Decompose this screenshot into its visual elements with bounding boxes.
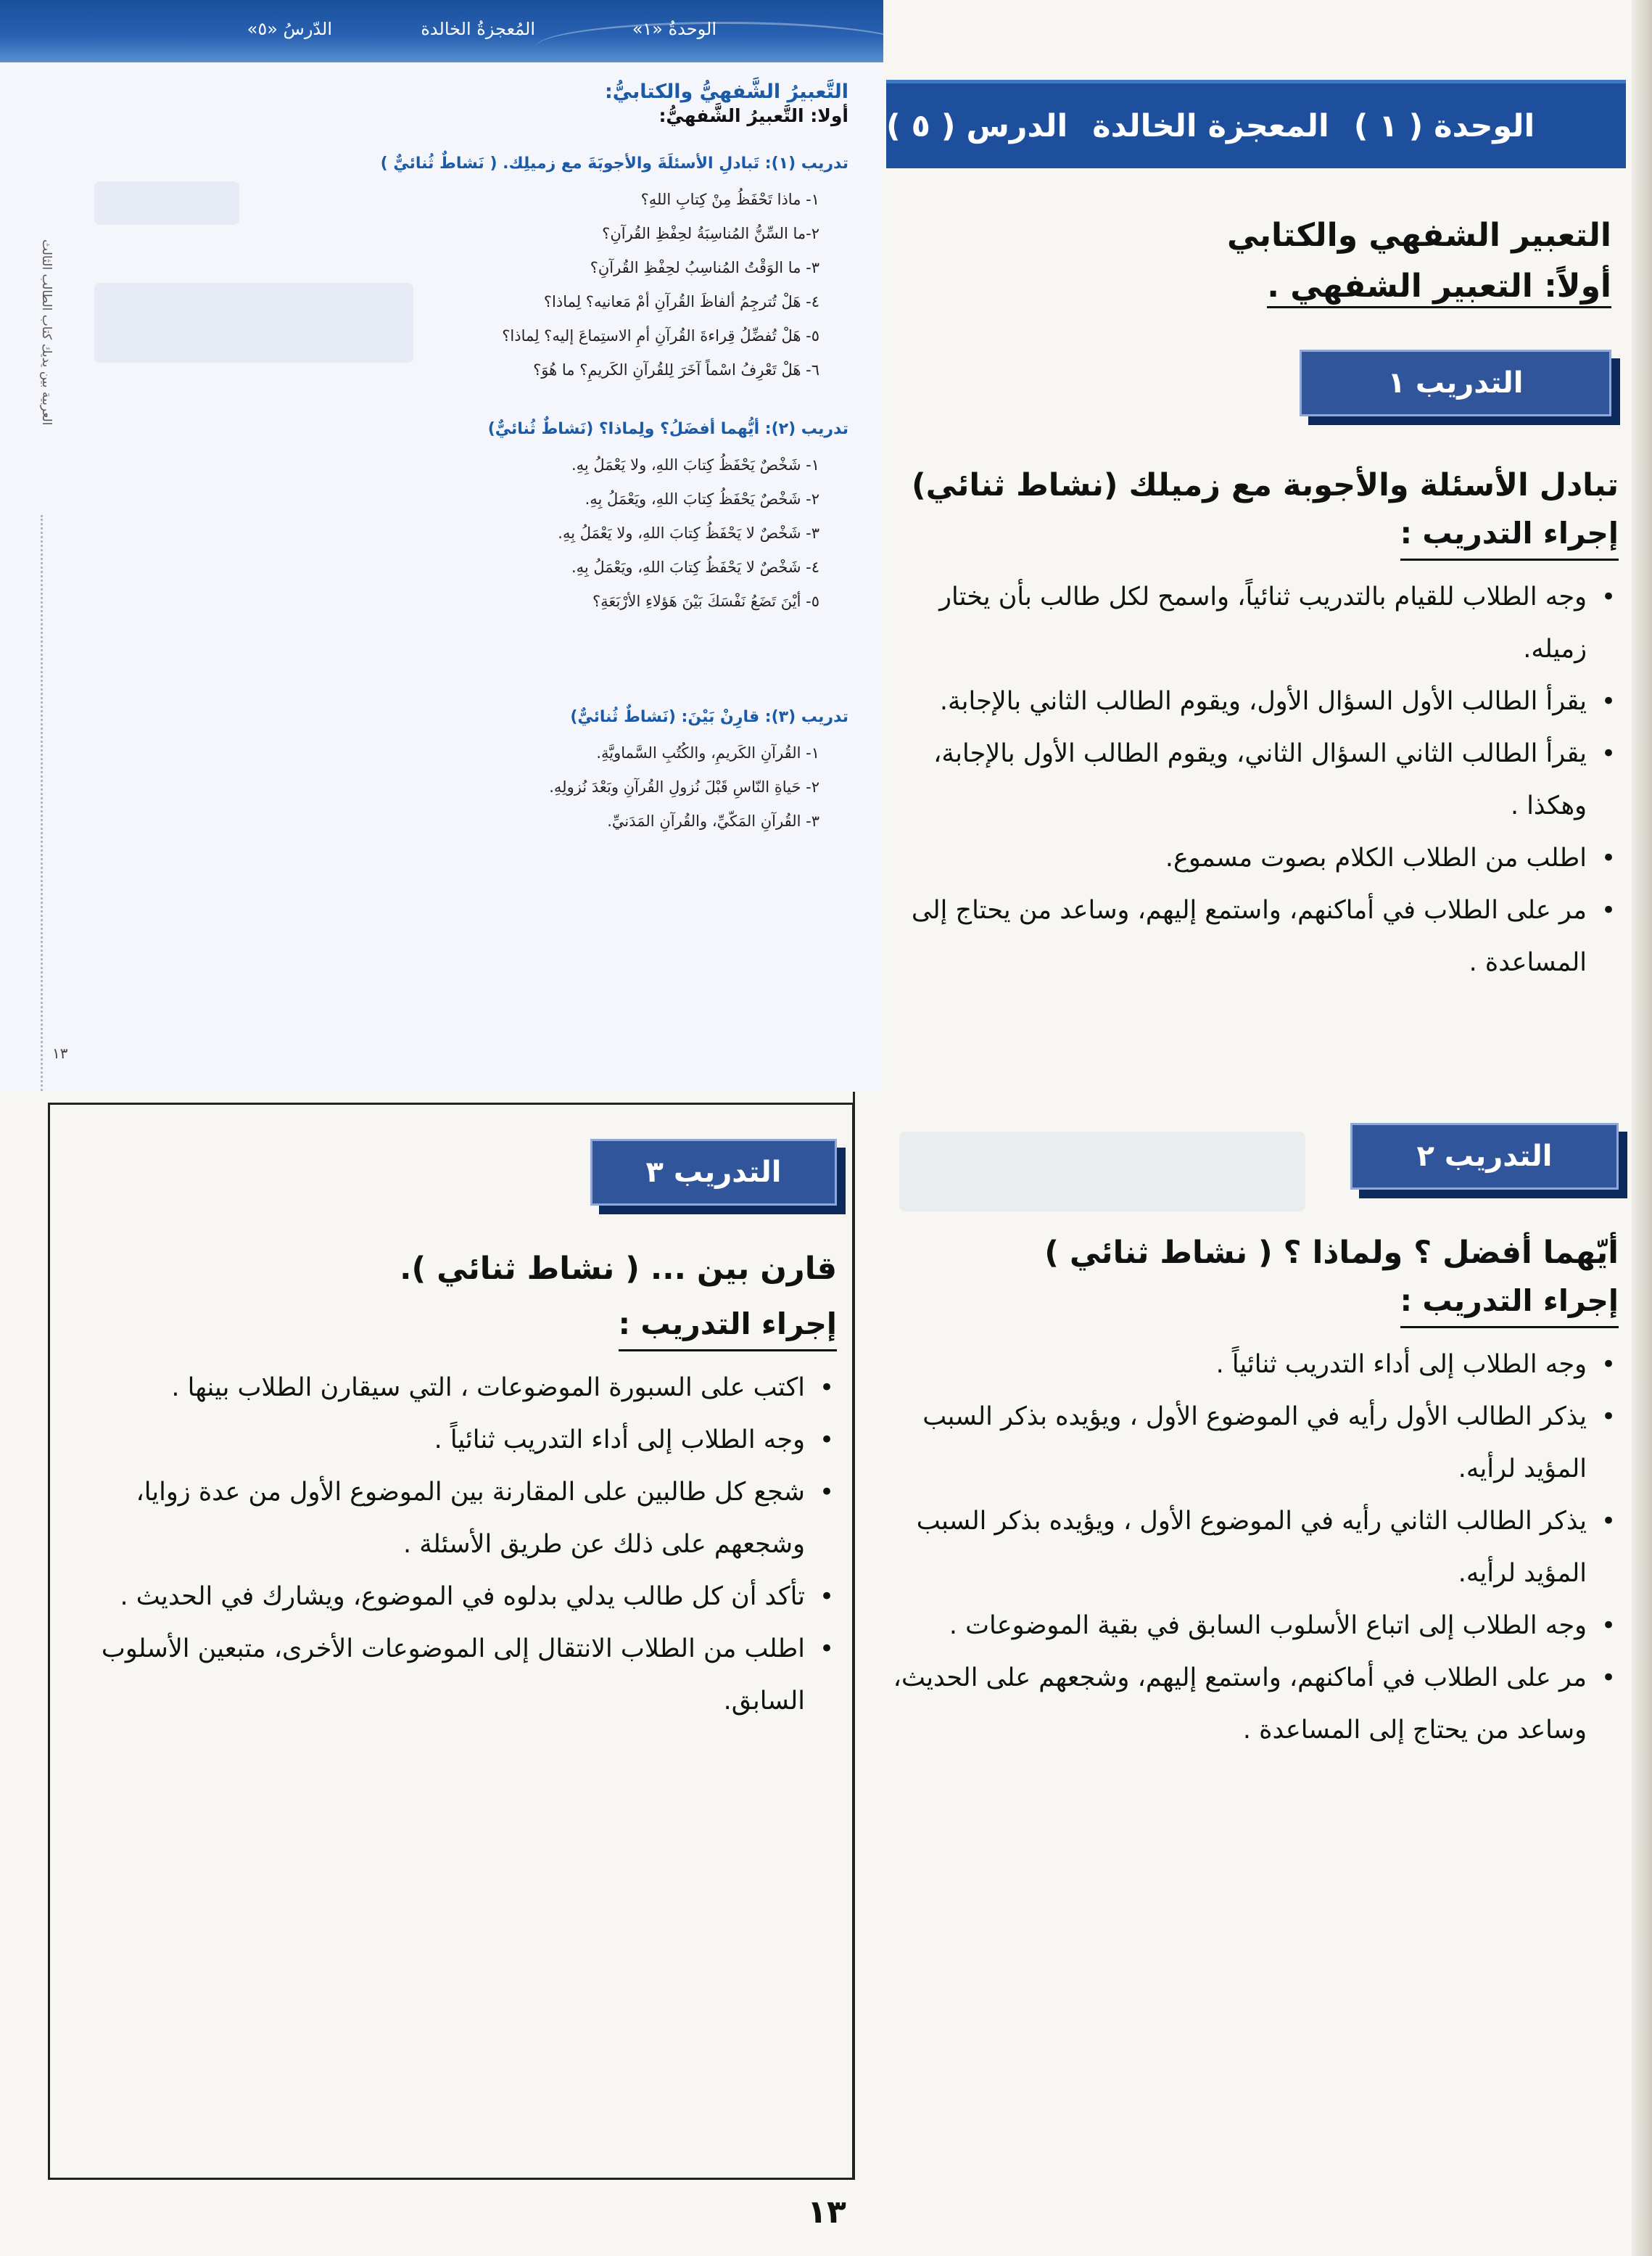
student-section-title: التَّعبيرُ الشَّفهيُّ والكتابيُّ: bbox=[604, 81, 848, 103]
student-ex1-item: ٥- هَلْ تُفضِّلُ قِراءةَ القُرآنِ أمِ الاستِماعَ إليه؟ لِماذا؟ bbox=[502, 327, 819, 345]
student-ex1-item: ٢-ما السِّنُّ المُناسِبَةُ لحِفْظِ القُرآنِ؟ bbox=[602, 225, 819, 242]
exercise1-tag: التدريب ١ bbox=[1300, 350, 1611, 416]
exercise3-bullet: • شجع كل طالبين على المقارنة بين الموضوع الأول من عدة زوايا، وشجعهم على ذلك عن طريق الأسئلة . bbox=[73, 1466, 837, 1570]
exercise2-bullet: • مر على الطلاب في أماكنهم، واستمع إليهم، وشجعهم على الحديث، وساعد من يحتاج إلى المساعدة . bbox=[876, 1652, 1619, 1756]
book-spine-edge bbox=[1632, 0, 1652, 2256]
student-ex1-item: ٤- هَلْ تُترجِمُ ألفاظَ القُرآنِ أمْ مَعانيه؟ لِماذا؟ bbox=[543, 293, 819, 310]
exercise3-bullet: • تأكد أن كل طالب يدلي بدلوه في الموضوع، ويشارك في الحديث . bbox=[73, 1570, 837, 1623]
exercise2-block bbox=[876, 1229, 1619, 1756]
banner-title: المعجزة الخالدة bbox=[1092, 107, 1329, 144]
exercise2-procedure-label: إجراء التدريب : bbox=[1400, 1277, 1619, 1328]
student-ex3-item: ٢- حَياةِ النّاسِ قَبْلَ نُزولِ القُرآنِ وبَعْدَ نُزولِهِ. bbox=[549, 778, 819, 796]
section-heading-block bbox=[886, 210, 1611, 312]
student-side-book-title: العربية بين يديك كتاب الطالب الثالث bbox=[39, 239, 54, 426]
student-ex1-item: ١- ماذا تَحْفَظُ مِنْ كِتابِ اللهِ؟ bbox=[640, 191, 819, 208]
side-dotted-line bbox=[41, 515, 43, 1092]
exercise2-question: أيّهما أفضل ؟ ولماذا ؟ ( نشاط ثنائي ) bbox=[1044, 1235, 1619, 1271]
student-ex2-item: ٣- شَخْصٌ لا يَحْفَظُ كِتابَ اللهِ، ولا يَعْمَلُ بِهِ. bbox=[558, 524, 819, 542]
exercise2-bullet: • وجه الطلاب إلى اتباع الأسلوب السابق في بقية الموضوعات . bbox=[876, 1600, 1619, 1652]
exercise1-question: تبادل الأسئلة والأجوبة مع زميلك (نشاط ثنائي) bbox=[912, 467, 1619, 503]
exercise1-bullet: • مر على الطلاب في أماكنهم، واستمع إليهم، وساعد من يحتاج إلى المساعدة . bbox=[886, 884, 1619, 989]
exercise2-bullet: • وجه الطلاب إلى أداء التدريب ثنائياً . bbox=[876, 1338, 1619, 1391]
exercise3-bullet-list bbox=[73, 1362, 837, 1727]
student-page-side-margin bbox=[29, 80, 54, 1081]
exercise1-procedure-label: إجراء التدريب : bbox=[1400, 509, 1619, 561]
student-exercise2-title: تدريب (٢): أيُّهما أفضَلُ؟ ولِماذا؟ (نَشاطٌ ثُنائيٌّ) bbox=[487, 420, 848, 438]
exercise3-bullet: • وجه الطلاب إلى أداء التدريب ثنائياً . bbox=[73, 1414, 837, 1466]
student-ex3-item: ٣- القُرآنِ المَكّيِّ، والقُرآنِ المَدَنيِّ. bbox=[607, 812, 819, 830]
exercise3-bullet: • اكتب على السبورة الموضوعات ، التي سيقارن الطلاب بينها . bbox=[73, 1362, 837, 1414]
student-exercise1-title: تدريب (١): تَبادلِ الأسئلَةَ والأجوبَةَ مع زميلِك. ( نَشاطٌ ثُنائيٌّ ) bbox=[380, 155, 848, 173]
lesson-banner bbox=[886, 80, 1626, 168]
banner-unit: الوحدة ( ١ ) bbox=[1353, 107, 1535, 144]
exercise1-bullet-list bbox=[886, 571, 1619, 989]
exercise3-tag: التدريب ٣ bbox=[590, 1139, 837, 1206]
exercise2-bullet-list bbox=[876, 1338, 1619, 1756]
student-ex2-item: ٥- أيْنَ تَضَعُ نَفْسَكَ بَيْنَ هَؤلاءِ الأرْبَعَةِ؟ bbox=[592, 593, 819, 610]
section-subtitle: أولاً: التعبير الشفهي . bbox=[1267, 268, 1611, 308]
exercise3-question: قارن بين ... ( نشاط ثنائي ). bbox=[400, 1251, 837, 1287]
student-ex2-item: ٤- شَخْصٌ لا يَحْفَظُ كِتابَ اللهِ، ويَعْمَلُ بِهِ. bbox=[571, 559, 819, 576]
student-ex2-item: ١- شَخْصٌ يَحْفَظُ كِتابَ اللهِ، ولا يَعْمَلُ بِهِ. bbox=[571, 456, 819, 474]
student-section-subtitle: أولا: التَّعبيرُ الشَّفهيُّ: bbox=[658, 105, 848, 126]
student-header-title: المُعجزةُ الخالدة bbox=[421, 19, 535, 39]
exercise1-bullet: • وجه الطلاب للقيام بالتدريب ثنائياً، واسمح لكل طالب بأن يختار زميله. bbox=[886, 571, 1619, 675]
student-ex1-item: ٦- هَلْ تَعْرِفُ اسْماً آخَرَ لِلقُرآنِ الكَريمِ؟ ما هُوَ؟ bbox=[533, 361, 819, 379]
exercise2-bullet: • يذكر الطالب الأول رأيه في الموضوع الأول ، ويؤيده بذكر السبب المؤيد لرأيه. bbox=[876, 1391, 1619, 1495]
student-ex2-item: ٢- شَخْصٌ يَحْفَظُ كِتابَ اللهِ، ويَعْمَلُ بِهِ. bbox=[585, 490, 819, 508]
exercise2-bullet: • يذكر الطالب الثاني رأيه في الموضوع الأول ، ويؤيده بذكر السبب المؤيد لرأيه. bbox=[876, 1495, 1619, 1600]
banner-lesson: الدرس ( ٥ ) bbox=[886, 107, 1068, 144]
student-exercise3-title: تدريب (٣): قارِنْ بَيْنَ: (نَشاطٌ ثُنائيٌّ) bbox=[570, 708, 848, 726]
exercise1-block bbox=[886, 461, 1619, 989]
student-ex1-item: ٣- ما الوَقْتُ المُناسِبُ لحِفْظِ القُرآنِ؟ bbox=[590, 259, 819, 276]
exercise3-procedure-label: إجراء التدريب : bbox=[619, 1300, 837, 1351]
exercise3-block bbox=[73, 1245, 837, 1727]
section-title: التعبير الشفهي والكتابي bbox=[1227, 217, 1611, 254]
exercise3-bullet: • اطلب من الطلاب الانتقال إلى الموضوعات الأخرى، متبعين الأسلوب السابق. bbox=[73, 1623, 837, 1727]
student-page-thumbnail bbox=[0, 0, 883, 1092]
exercise2-tag: التدريب ٢ bbox=[1350, 1123, 1619, 1190]
column-divider bbox=[853, 1092, 855, 2180]
student-page-content bbox=[87, 80, 848, 839]
student-ex3-item: ١- القُرآنِ الكَريمِ، والكُتُبِ السَّماويَّةِ. bbox=[596, 744, 819, 762]
student-header-unit: الوحدةُ «١» bbox=[632, 19, 716, 39]
student-page-header-band bbox=[0, 0, 883, 62]
exercise1-bullet: • يقرأ الطالب الثاني السؤال الثاني، ويقوم الطالب الأول بالإجابة، وهكذا . bbox=[886, 728, 1619, 832]
student-header-lesson: الدّرسُ «٥» bbox=[247, 19, 332, 39]
exercise1-bullet: • اطلب من الطلاب الكلام بصوت مسموع. bbox=[886, 832, 1619, 884]
page-number: ١٣ bbox=[807, 2194, 846, 2231]
exercise1-bullet: • يقرأ الطالب الأول السؤال الأول، ويقوم الطالب الثاني بالإجابة. bbox=[886, 675, 1619, 728]
student-page-number: ١٣ bbox=[52, 1045, 68, 1062]
bleed-through-ghost bbox=[899, 1132, 1305, 1211]
